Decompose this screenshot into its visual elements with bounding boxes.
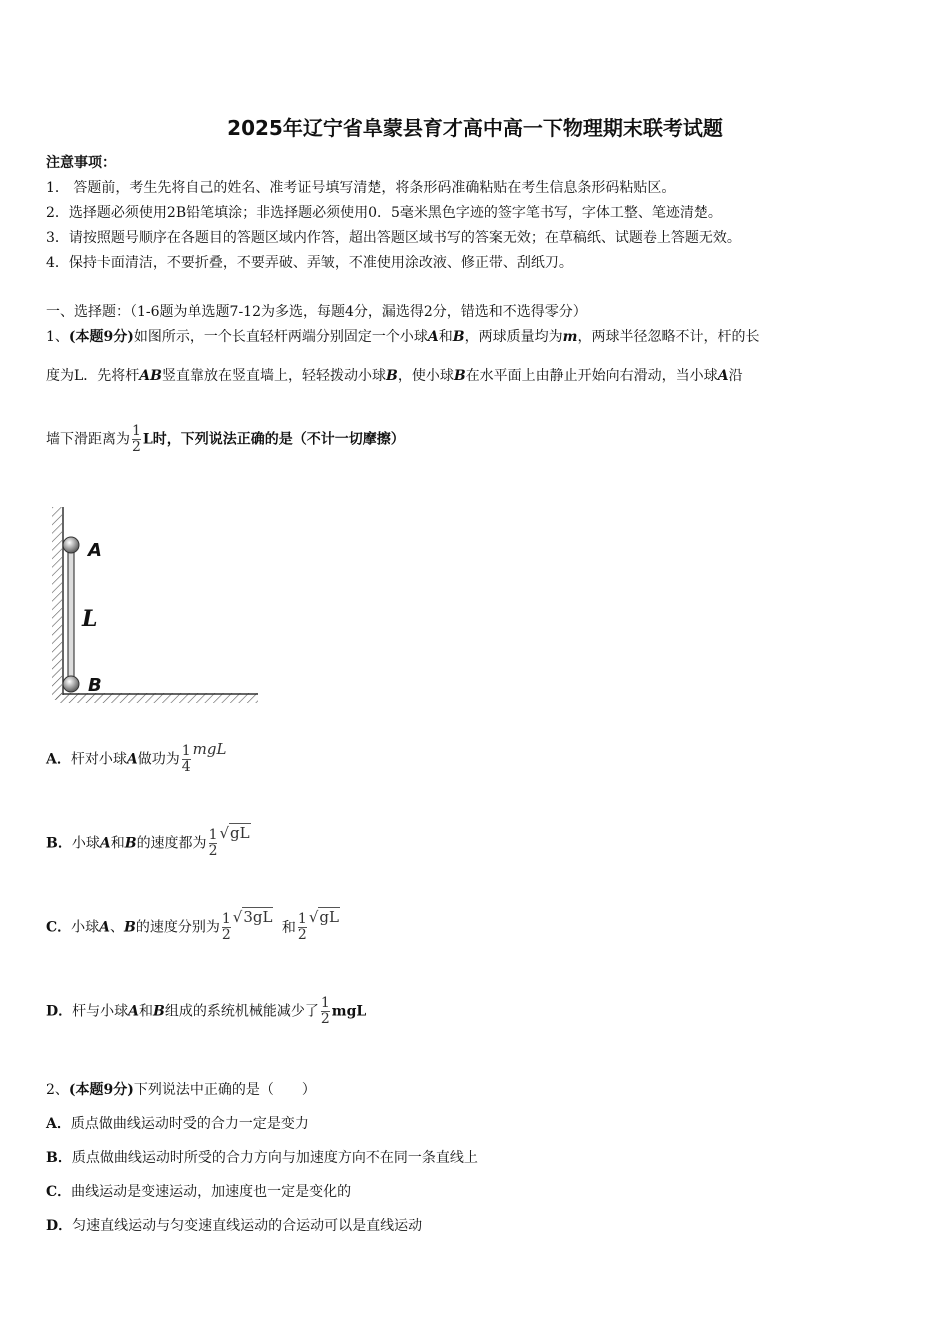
fraction-denominator: 2 bbox=[320, 1011, 330, 1027]
question-text: 下列说法中正确的是（ ） bbox=[133, 1082, 316, 1098]
question-text: 在水平面上由静止开始向右滑动，当小球 bbox=[465, 368, 718, 384]
option-text: 质点做曲线运动时受的合力一定是变力 bbox=[70, 1116, 309, 1132]
option-b bbox=[46, 823, 251, 859]
fraction-half bbox=[222, 912, 231, 943]
symbol-A: A bbox=[99, 919, 111, 936]
symbol-B: B bbox=[453, 368, 466, 384]
symbol-A: A bbox=[717, 368, 729, 384]
notice-item: 3．请按照题号顺序在各题目的答题区域内作答，超出答题区域书写的答案无效；在草稿纸、试题卷上答题无效。 bbox=[46, 230, 741, 246]
question-text: L时，下列说法正确的是（不计一切摩擦） bbox=[142, 431, 405, 448]
option-text: 和 bbox=[281, 919, 296, 936]
question-score: (本题9分) bbox=[68, 1082, 134, 1098]
question-1-line-3 bbox=[46, 424, 405, 455]
fraction-numerator: 1 bbox=[208, 827, 218, 843]
option-text: 小球 bbox=[71, 835, 100, 852]
symbol-B: B bbox=[124, 919, 136, 936]
question-2-stem bbox=[46, 1079, 316, 1099]
fraction-quarter bbox=[182, 744, 191, 775]
q2-option-c bbox=[46, 1181, 351, 1201]
option-d bbox=[46, 996, 366, 1027]
fraction-half bbox=[298, 912, 307, 943]
fraction-denominator: 2 bbox=[297, 927, 307, 943]
option-text: 杆对小球 bbox=[70, 751, 127, 768]
radicand: 3gL bbox=[243, 907, 273, 926]
sqrt-expression: √gL bbox=[219, 823, 250, 842]
question-text: 沿 bbox=[728, 368, 743, 384]
question-1-line-1 bbox=[46, 326, 759, 346]
fraction-numerator: 1 bbox=[320, 995, 330, 1011]
section-heading: 一、选择题：（1-6题为单选题7-12为多选，每题4分，漏选得2分，错选和不选得零分） bbox=[46, 304, 587, 320]
option-text: 和 bbox=[139, 1003, 154, 1020]
notice-item: 1． 答题前，考生先将自己的姓名、准考证号填写清楚，将条形码准确粘贴在考生信息条形码粘贴区。 bbox=[46, 180, 676, 196]
option-text: 质点做曲线运动时所受的合力方向与加速度方向不在同一条直线上 bbox=[71, 1150, 478, 1166]
ball-B bbox=[63, 676, 79, 692]
symbol-B: B bbox=[452, 329, 465, 345]
fraction-denominator: 2 bbox=[208, 843, 218, 859]
q2-option-a bbox=[46, 1113, 309, 1133]
math-expression: mgL bbox=[192, 739, 227, 758]
question-number: 2、 bbox=[46, 1082, 69, 1098]
math-expression: mgL bbox=[331, 1003, 367, 1020]
question-text: ，使小球 bbox=[397, 368, 454, 384]
question-text: 和 bbox=[438, 329, 453, 345]
symbol-m: m bbox=[562, 329, 578, 345]
option-text: 杆与小球 bbox=[72, 1003, 129, 1020]
label-L: L bbox=[82, 606, 98, 632]
fraction-denominator: 2 bbox=[132, 439, 141, 455]
option-label: A． bbox=[46, 1116, 71, 1132]
ball-A bbox=[63, 537, 79, 553]
symbol-A: A bbox=[128, 1003, 140, 1020]
option-text: 曲线运动是变速运动，加速度也一定是变化的 bbox=[71, 1184, 352, 1200]
option-text: 、 bbox=[110, 919, 125, 936]
radicand: gL bbox=[319, 907, 339, 926]
q2-option-d bbox=[46, 1215, 422, 1235]
option-label: C． bbox=[46, 919, 72, 936]
symbol-AB: AB bbox=[139, 368, 162, 384]
question-text: 如图所示，一个长直轻杆两端分别固定一个小球 bbox=[133, 329, 428, 345]
option-label: B． bbox=[46, 835, 72, 852]
fraction-denominator: 4 bbox=[181, 759, 191, 775]
notice-heading: 注意事项： bbox=[46, 155, 116, 171]
option-text: 匀速直线运动与匀变速直线运动的合运动可以是直线运动 bbox=[72, 1218, 423, 1234]
symbol-B: B bbox=[386, 368, 398, 384]
sqrt-expression: √3gL bbox=[232, 907, 273, 926]
question-text: 墙下滑距离为 bbox=[46, 431, 130, 448]
symbol-B: B bbox=[124, 835, 137, 852]
symbol-A: A bbox=[99, 835, 111, 852]
notice-item: 2．选择题必须使用2B铅笔填涂；非选择题必须使用0．5毫米黑色字迹的签字笔书写，字体工整、笔迹清楚。 bbox=[46, 205, 722, 221]
question-text: 竖直靠放在竖直墙上，轻轻拨动小球 bbox=[162, 368, 386, 384]
option-text: 做功为 bbox=[137, 751, 180, 768]
fraction-numerator: 1 bbox=[132, 423, 141, 439]
fraction-numerator: 1 bbox=[297, 911, 307, 927]
fraction-numerator: 1 bbox=[181, 743, 191, 759]
page-title: 2025年辽宁省阜蒙县育才高中高一下物理期末联考试题 bbox=[227, 116, 723, 140]
fraction-half bbox=[321, 996, 330, 1027]
option-label: B． bbox=[46, 1150, 72, 1166]
option-label: A． bbox=[46, 751, 71, 768]
fraction-numerator: 1 bbox=[221, 911, 231, 927]
option-a bbox=[46, 739, 227, 775]
question-text: ，两球半径忽略不计，杆的长 bbox=[577, 329, 760, 345]
option-label: D． bbox=[46, 1003, 73, 1020]
label-B: B bbox=[88, 675, 102, 696]
question-text: 度为L．先将杆 bbox=[46, 368, 140, 384]
question-number: 1、 bbox=[46, 329, 69, 345]
option-c bbox=[46, 907, 340, 943]
sqrt-expression: √gL bbox=[308, 907, 339, 926]
symbol-B: B bbox=[153, 1003, 165, 1020]
label-A: A bbox=[88, 540, 102, 561]
fraction-denominator: 2 bbox=[221, 927, 231, 943]
option-label: C． bbox=[46, 1184, 72, 1200]
option-text: 的速度分别为 bbox=[135, 919, 220, 936]
option-text: 小球 bbox=[71, 919, 100, 936]
wall-rod-figure bbox=[46, 505, 266, 705]
fraction-half bbox=[132, 424, 141, 455]
option-text: 和 bbox=[110, 835, 125, 852]
rod bbox=[68, 545, 74, 685]
q2-option-b bbox=[46, 1147, 478, 1167]
wall-hatch bbox=[52, 507, 62, 700]
question-1-line-2 bbox=[46, 365, 743, 385]
option-text: 组成的系统机械能减少了 bbox=[164, 1003, 319, 1020]
symbol-A: A bbox=[126, 751, 138, 768]
option-text: 的速度都为 bbox=[136, 835, 207, 852]
radicand: gL bbox=[230, 823, 250, 842]
question-score: (本题9分) bbox=[68, 329, 134, 345]
fraction-half bbox=[209, 828, 218, 859]
notice-item: 4．保持卡面清洁，不要折叠，不要弄破、弄皱，不准使用涂改液、修正带、刮纸刀。 bbox=[46, 255, 573, 271]
question-text: ，两球质量均为 bbox=[464, 329, 563, 345]
option-label: D． bbox=[46, 1218, 73, 1234]
symbol-A: A bbox=[427, 329, 439, 345]
